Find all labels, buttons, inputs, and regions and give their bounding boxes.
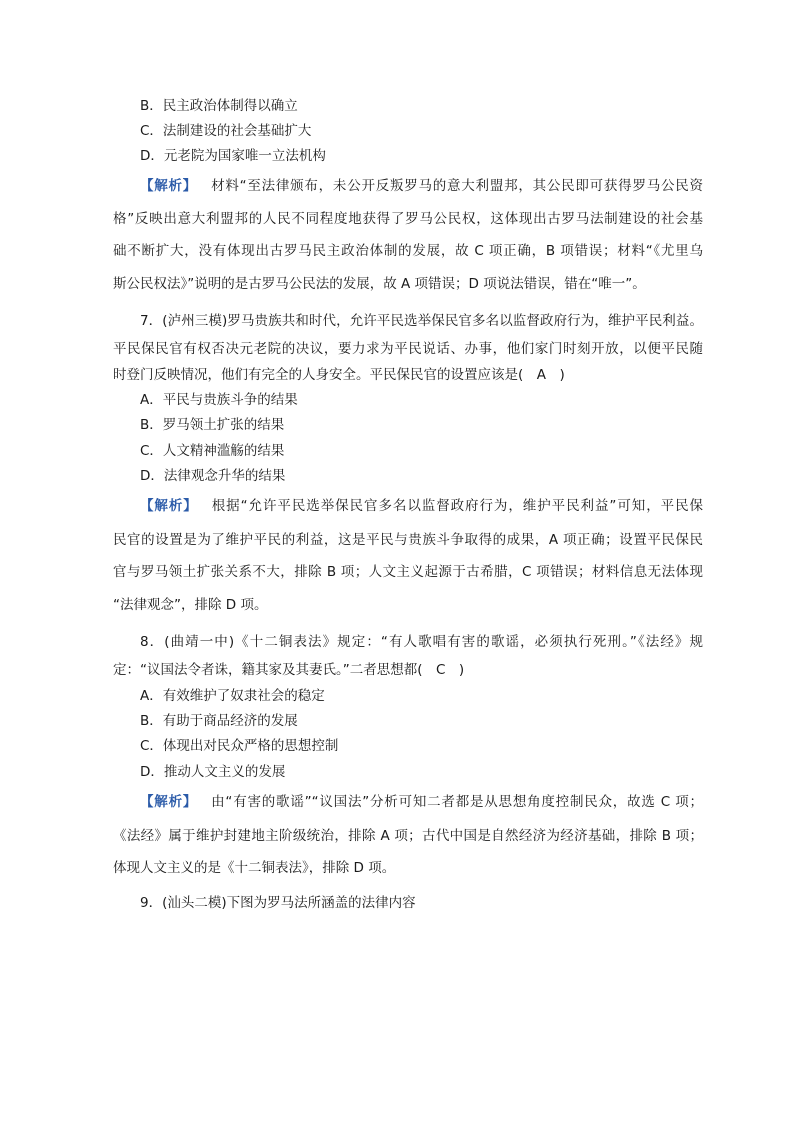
q8-option-b: B．有助于商品经济的发展 (140, 713, 298, 729)
q7-option-a: A．平民与贵族斗争的结果 (140, 392, 298, 408)
q6-option-d: D．元老院为国家唯一立法机构 (140, 148, 326, 164)
q9-stem: 9．(汕头二模)下图为罗马法所涵盖的法律内容 (140, 895, 416, 911)
analysis-tag: 【解析】 (140, 794, 198, 810)
q7-option-c: C．人文精神滥觞的结果 (140, 443, 285, 459)
q7-stem-line-3: 时登门反映情况，他们有完全的人身安全。平民保民官的设置应该是( A ) (113, 367, 565, 383)
q8-stem-line-2: 定：“议国法令者诛，籍其家及其妻氏。”二者思想都( C ) (113, 662, 465, 678)
q7-analysis-line-1: 【解析】 根据“允许平民选举保民官多名以监督政府行为，维护平民利益”可知，平民保 (140, 498, 703, 514)
q6-analysis-line-1: 【解析】 材料“至法律颁布，未公开反叛罗马的意大利盟邦，其公民即可获得罗马公民资 (140, 178, 703, 194)
q8-option-d: D．推动人文主义的发展 (140, 764, 286, 780)
q7-analysis-line-3: 官与罗马领土扩张关系不大，排除 B 项；人文主义起源于古希腊，C 项错误；材料信息无法体现 (113, 564, 703, 580)
analysis-tag: 【解析】 (140, 178, 198, 194)
q7-option-b: B．罗马领土扩张的结果 (140, 417, 285, 433)
q8-analysis-line-2: 《法经》属于维护封建地主阶级统治，排除 A 项；古代中国是自然经济为经济基础，排除 B 项； (113, 828, 703, 844)
q6-option-c: C．法制建设的社会基础扩大 (140, 123, 312, 139)
q8-stem-line-1: 8．(曲靖一中)《十二铜表法》规定：“有人歌唱有害的歌谣，必须执行死刑。”《法经》规 (140, 634, 703, 650)
q7-option-d: D．法律观念升华的结果 (140, 468, 286, 484)
q7-stem-line-1: 7．(泸州三模)罗马贵族共和时代，允许平民选举保民官多名以监督政府行为，维护平民利益。 (140, 313, 703, 329)
analysis-tag: 【解析】 (140, 498, 198, 514)
q8-analysis-line-3: 体现人文主义的是《十二铜表法》，排除 D 项。 (113, 860, 396, 876)
q8-option-a: A．有效维护了奴隶社会的稳定 (140, 688, 325, 704)
q8-analysis-line-1: 【解析】 由“有害的歌谣”“议国法”分析可知二者都是从思想角度控制民众，故选 C 项； (140, 794, 703, 810)
q7-analysis-line-2: 民官的设置是为了维护平民的利益，这是平民与贵族斗争取得的成果，A 项正确；设置平民保民 (113, 532, 703, 548)
q6-analysis-line-4: 斯公民权法》”说明的是古罗马公民法的发展，故 A 项错误；D 项说法错误，错在“唯一”。 (113, 276, 646, 292)
q7-stem-line-2: 平民保民官有权否决元老院的决议，要力求为平民说话、办事，他们家门时刻开放，以便平民随 (113, 341, 703, 357)
q6-option-b: B．民主政治体制得以确立 (140, 98, 298, 114)
q6-analysis-line-3: 础不断扩大，没有体现出古罗马民主政治体制的发展，故 C 项正确，B 项错误；材料“《尤里乌 (113, 243, 703, 259)
q7-analysis-line-4: “法律观念”，排除 D 项。 (113, 597, 268, 613)
q6-analysis-line-2: 格”反映出意大利盟邦的人民不同程度地获得了罗马公民权，这体现出古罗马法制建设的社会基 (113, 211, 703, 227)
q8-option-c: C．体现出对民众严格的思想控制 (140, 738, 339, 754)
